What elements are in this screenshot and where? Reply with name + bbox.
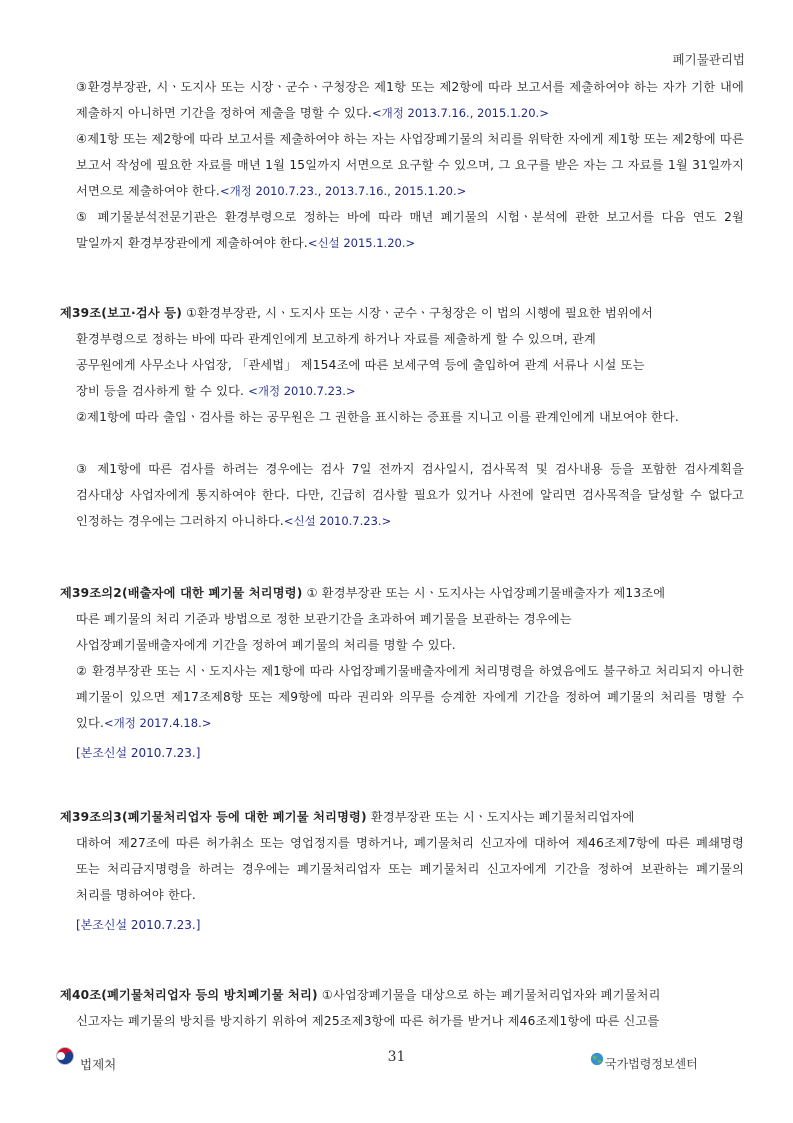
article-title: 제40조(폐기물처리업자 등의 방치폐기물 처리) <box>60 988 318 1002</box>
amendment-note: <개정 2010.7.23., 2013.7.16., 2015.1.20.> <box>219 184 467 198</box>
amendment-note: <개정 2013.7.16., 2015.1.20.> <box>372 106 549 120</box>
article-line: 환경부령으로 정하는 바에 따라 관계인에게 보고하게 하거나 자료를 제출하게 할 수 있으며, 관계 <box>76 332 596 346</box>
new-article-note: [본조신설 2010.7.23.] <box>76 746 201 760</box>
document-header: 폐기물관리법 <box>672 52 745 67</box>
paragraph-5 <box>76 204 744 256</box>
article-line: ①사업장폐기물을 대상으로 하는 폐기물처리업자와 폐기물처리 <box>321 988 661 1002</box>
amendment-note: <개정 2010.7.23.> <box>248 384 356 398</box>
article-40 <box>60 982 744 1034</box>
paragraph-text: ③환경부장관, 시ㆍ도지사 또는 시장ㆍ군수ㆍ구청장은 제1항 또는 제2항에 따라 보고서를 제출하여야 하는 자가 기한 내에 제출하지 아니하면 기간을 정하여 제출을 명할 수 있다. <box>76 80 744 120</box>
paragraph-text: ③ 제1항에 따른 검사를 하려는 경우에는 검사 7일 전까지 검사일시, 검사목적 및 검사내용 등을 포함한 검사계획을 검사대상 사업자에게 통지하여야 한다. 다만, 긴급히 검사할 필요가 있거나 사전에 알리면 검사목적을 달성할 수 없다고 인정하는 경우에는 그러하지 아니하다. <box>76 462 744 528</box>
page-number: 31 <box>387 1049 406 1065</box>
footer-center-name: 국가법령정보센터 <box>605 1057 698 1071</box>
article-line: 따른 폐기물의 처리 기준과 방법으로 정한 보관기간을 초과하여 폐기물을 보관하는 경우에는 <box>76 612 572 626</box>
article-39-paragraph-3 <box>76 456 744 534</box>
article-39-3-body: 대하여 제27조에 따른 허가취소 또는 영업정지를 명하거나, 폐기물처리 신고자에 대하여 제46조제7항에 따른 폐쇄명령 또는 처리금지명령을 하려는 경우에는 폐기물처리업자 또는 폐기물처리 신고자에게 기간을 정하여 보관하는 폐기물의 처리를 명하여야 한다. <box>76 836 744 902</box>
article-39-3 <box>60 804 744 830</box>
article-39-paragraph-2: ②제1항에 따라 출입ㆍ검사를 하는 공무원은 그 권한을 표시하는 증표를 지니고 이를 관계인에게 내보여야 한다. <box>76 410 679 424</box>
article-line: ①환경부장관, 시ㆍ도지사 또는 시장ㆍ군수ㆍ구청장은 이 법의 시행에 필요한 범위에서 <box>186 306 653 320</box>
new-article-note: [본조신설 2010.7.23.] <box>76 918 201 932</box>
amendment-note: <개정 2017.4.18.> <box>104 716 212 730</box>
article-title: 제39조(보고·검사 등) <box>60 306 182 320</box>
globe-icon <box>590 1052 604 1066</box>
paragraph-text: ④제1항 또는 제2항에 따라 보고서를 제출하여야 하는 자는 사업장폐기물의 처리를 위탁한 자에게 제1항 또는 제2항에 따른 보고서 작성에 필요한 자료를 매년 1월 15일까지 서면으로 요구할 수 있으며, 그 요구를 받은 자는 그 자료를 1월 31일까지 서면으로 제출하여야 한다. <box>76 132 744 198</box>
amendment-note: <신설 2015.1.20.> <box>307 236 416 250</box>
article-title: 제39조의2(배출자에 대한 폐기물 처리명령) <box>60 586 303 600</box>
paragraph-4 <box>76 126 744 204</box>
article-line: 신고자는 폐기물의 방치를 방지하기 위하여 제25조제3항에 따른 허가를 받거나 제46조제1항에 따른 신고를 <box>76 1014 660 1028</box>
paragraph-text: ⑤ 폐기물분석전문기관은 환경부령으로 정하는 바에 따라 매년 폐기물의 시험ㆍ분석에 관한 보고서를 다음 연도 2월 말일까지 환경부장관에게 제출하여야 한다. <box>76 210 744 250</box>
article-line: 공무원에게 사무소나 사업장, 「관세법」 제154조에 따른 보세구역 등에 출입하여 관계 서류나 시설 또는 <box>76 358 645 372</box>
article-39-2-paragraph-2 <box>76 658 744 736</box>
article-line: ① 환경부장관 또는 시ㆍ도지사는 사업장폐기물배출자가 제13조에 <box>306 586 666 600</box>
article-39 <box>60 300 744 404</box>
article-39-2 <box>60 580 744 658</box>
article-title: 제39조의3(폐기물처리업자 등에 대한 폐기물 처리명령) <box>60 810 367 824</box>
article-line: 환경부장관 또는 시ㆍ도지사는 폐기물처리업자에 <box>370 810 635 824</box>
article-line: 사업장폐기물배출자에게 기간을 정하여 폐기물의 처리를 명할 수 있다. <box>76 638 456 652</box>
paragraph-3 <box>76 74 744 126</box>
footer-source: 법제처 <box>80 1057 117 1072</box>
paragraph-text: ② 환경부장관 또는 시ㆍ도지사는 제1항에 따라 사업장폐기물배출자에게 처리명령을 하였음에도 불구하고 처리되지 아니한 폐기물이 있으면 제17조제8항 또는 제9항에 따라 권리와 의무를 승계한 자에게 기간을 정하여 폐기물의 처리를 명할 수 있다. <box>76 664 744 730</box>
amendment-note: <신설 2010.7.23.> <box>283 514 392 528</box>
article-line: 장비 등을 검사하게 할 수 있다. <box>76 384 245 398</box>
